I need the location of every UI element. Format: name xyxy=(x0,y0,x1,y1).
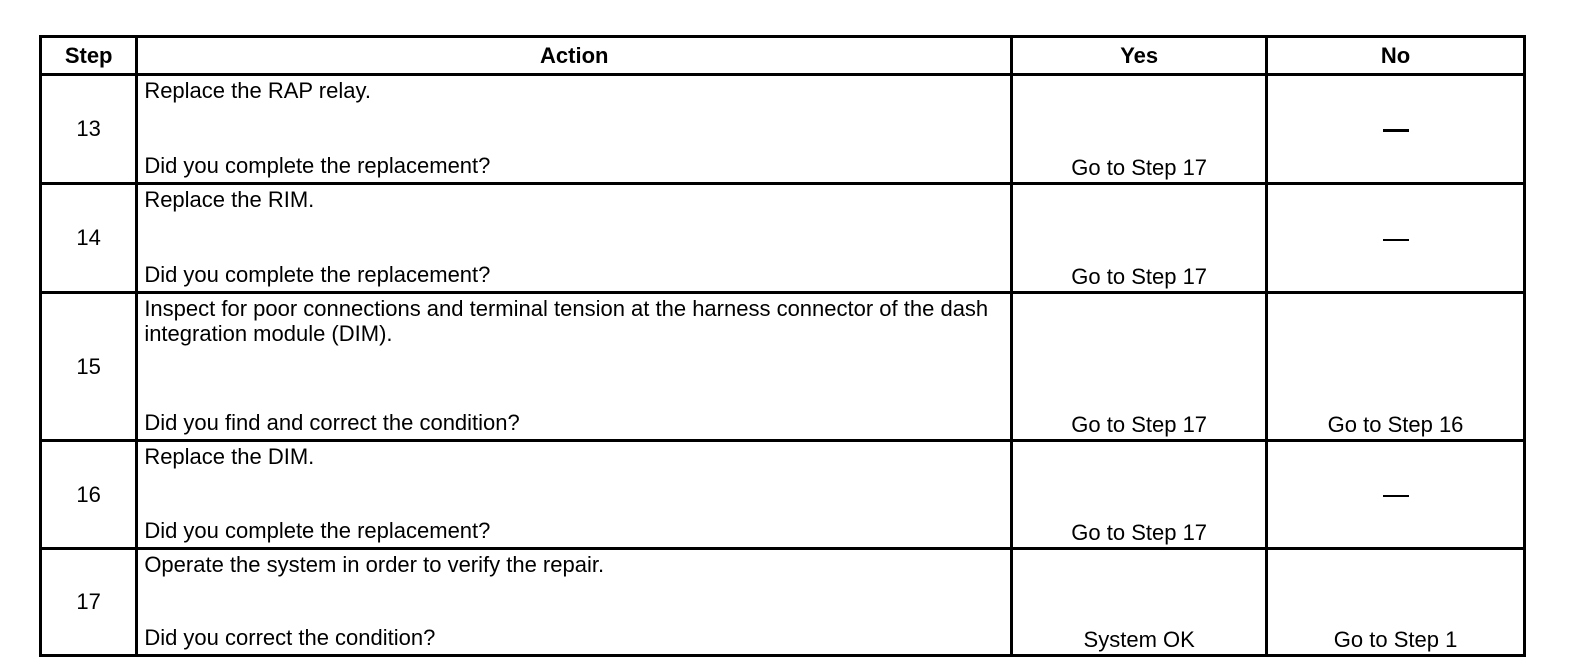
yes-result: Go to Step 17 xyxy=(1012,75,1267,184)
action-instruction: Operate the system in order to verify the repair. xyxy=(144,552,605,577)
table-row xyxy=(41,75,1525,184)
no-result-dash xyxy=(1383,495,1409,497)
no-result xyxy=(1267,441,1525,549)
yes-result: Go to Step 17 xyxy=(1012,184,1267,293)
yes-result: System OK xyxy=(1012,549,1267,656)
yes-result: Go to Step 17 xyxy=(1012,293,1267,441)
no-result: Go to Step 1 xyxy=(1267,549,1525,656)
action-cell xyxy=(137,293,1012,441)
table-row xyxy=(41,184,1525,293)
action-instruction: Replace the DIM. xyxy=(144,444,315,469)
action-instruction: Inspect for poor connections and terminal tension at the harness connector of the dash integration module (DIM). xyxy=(144,296,989,346)
action-question: Did you find and correct the condition? xyxy=(144,410,520,435)
header-no: No xyxy=(1267,37,1525,75)
action-cell xyxy=(137,441,1012,549)
header-yes: Yes xyxy=(1012,37,1267,75)
no-result-dash xyxy=(1383,129,1409,132)
table-row xyxy=(41,441,1525,549)
diagnostic-table xyxy=(39,35,1526,657)
step-number: 17 xyxy=(41,549,137,656)
table-row xyxy=(41,293,1525,441)
step-number: 15 xyxy=(41,293,137,441)
header-step: Step xyxy=(41,37,137,75)
no-result-dash xyxy=(1383,239,1409,241)
step-number: 16 xyxy=(41,441,137,549)
step-number: 13 xyxy=(41,75,137,184)
action-question: Did you complete the replacement? xyxy=(144,153,491,178)
action-cell xyxy=(137,75,1012,184)
table-row xyxy=(41,549,1525,656)
no-result xyxy=(1267,184,1525,293)
action-cell xyxy=(137,549,1012,656)
action-question: Did you complete the replacement? xyxy=(144,262,491,287)
action-question: Did you correct the condition? xyxy=(144,625,436,650)
action-cell xyxy=(137,184,1012,293)
no-result xyxy=(1267,75,1525,184)
action-instruction: Replace the RAP relay. xyxy=(144,78,371,103)
action-instruction: Replace the RIM. xyxy=(144,187,315,212)
no-result: Go to Step 16 xyxy=(1267,293,1525,441)
header-action: Action xyxy=(137,37,1012,75)
step-number: 14 xyxy=(41,184,137,293)
header-row xyxy=(41,37,1525,75)
yes-result: Go to Step 17 xyxy=(1012,441,1267,549)
action-question: Did you complete the replacement? xyxy=(144,518,491,543)
